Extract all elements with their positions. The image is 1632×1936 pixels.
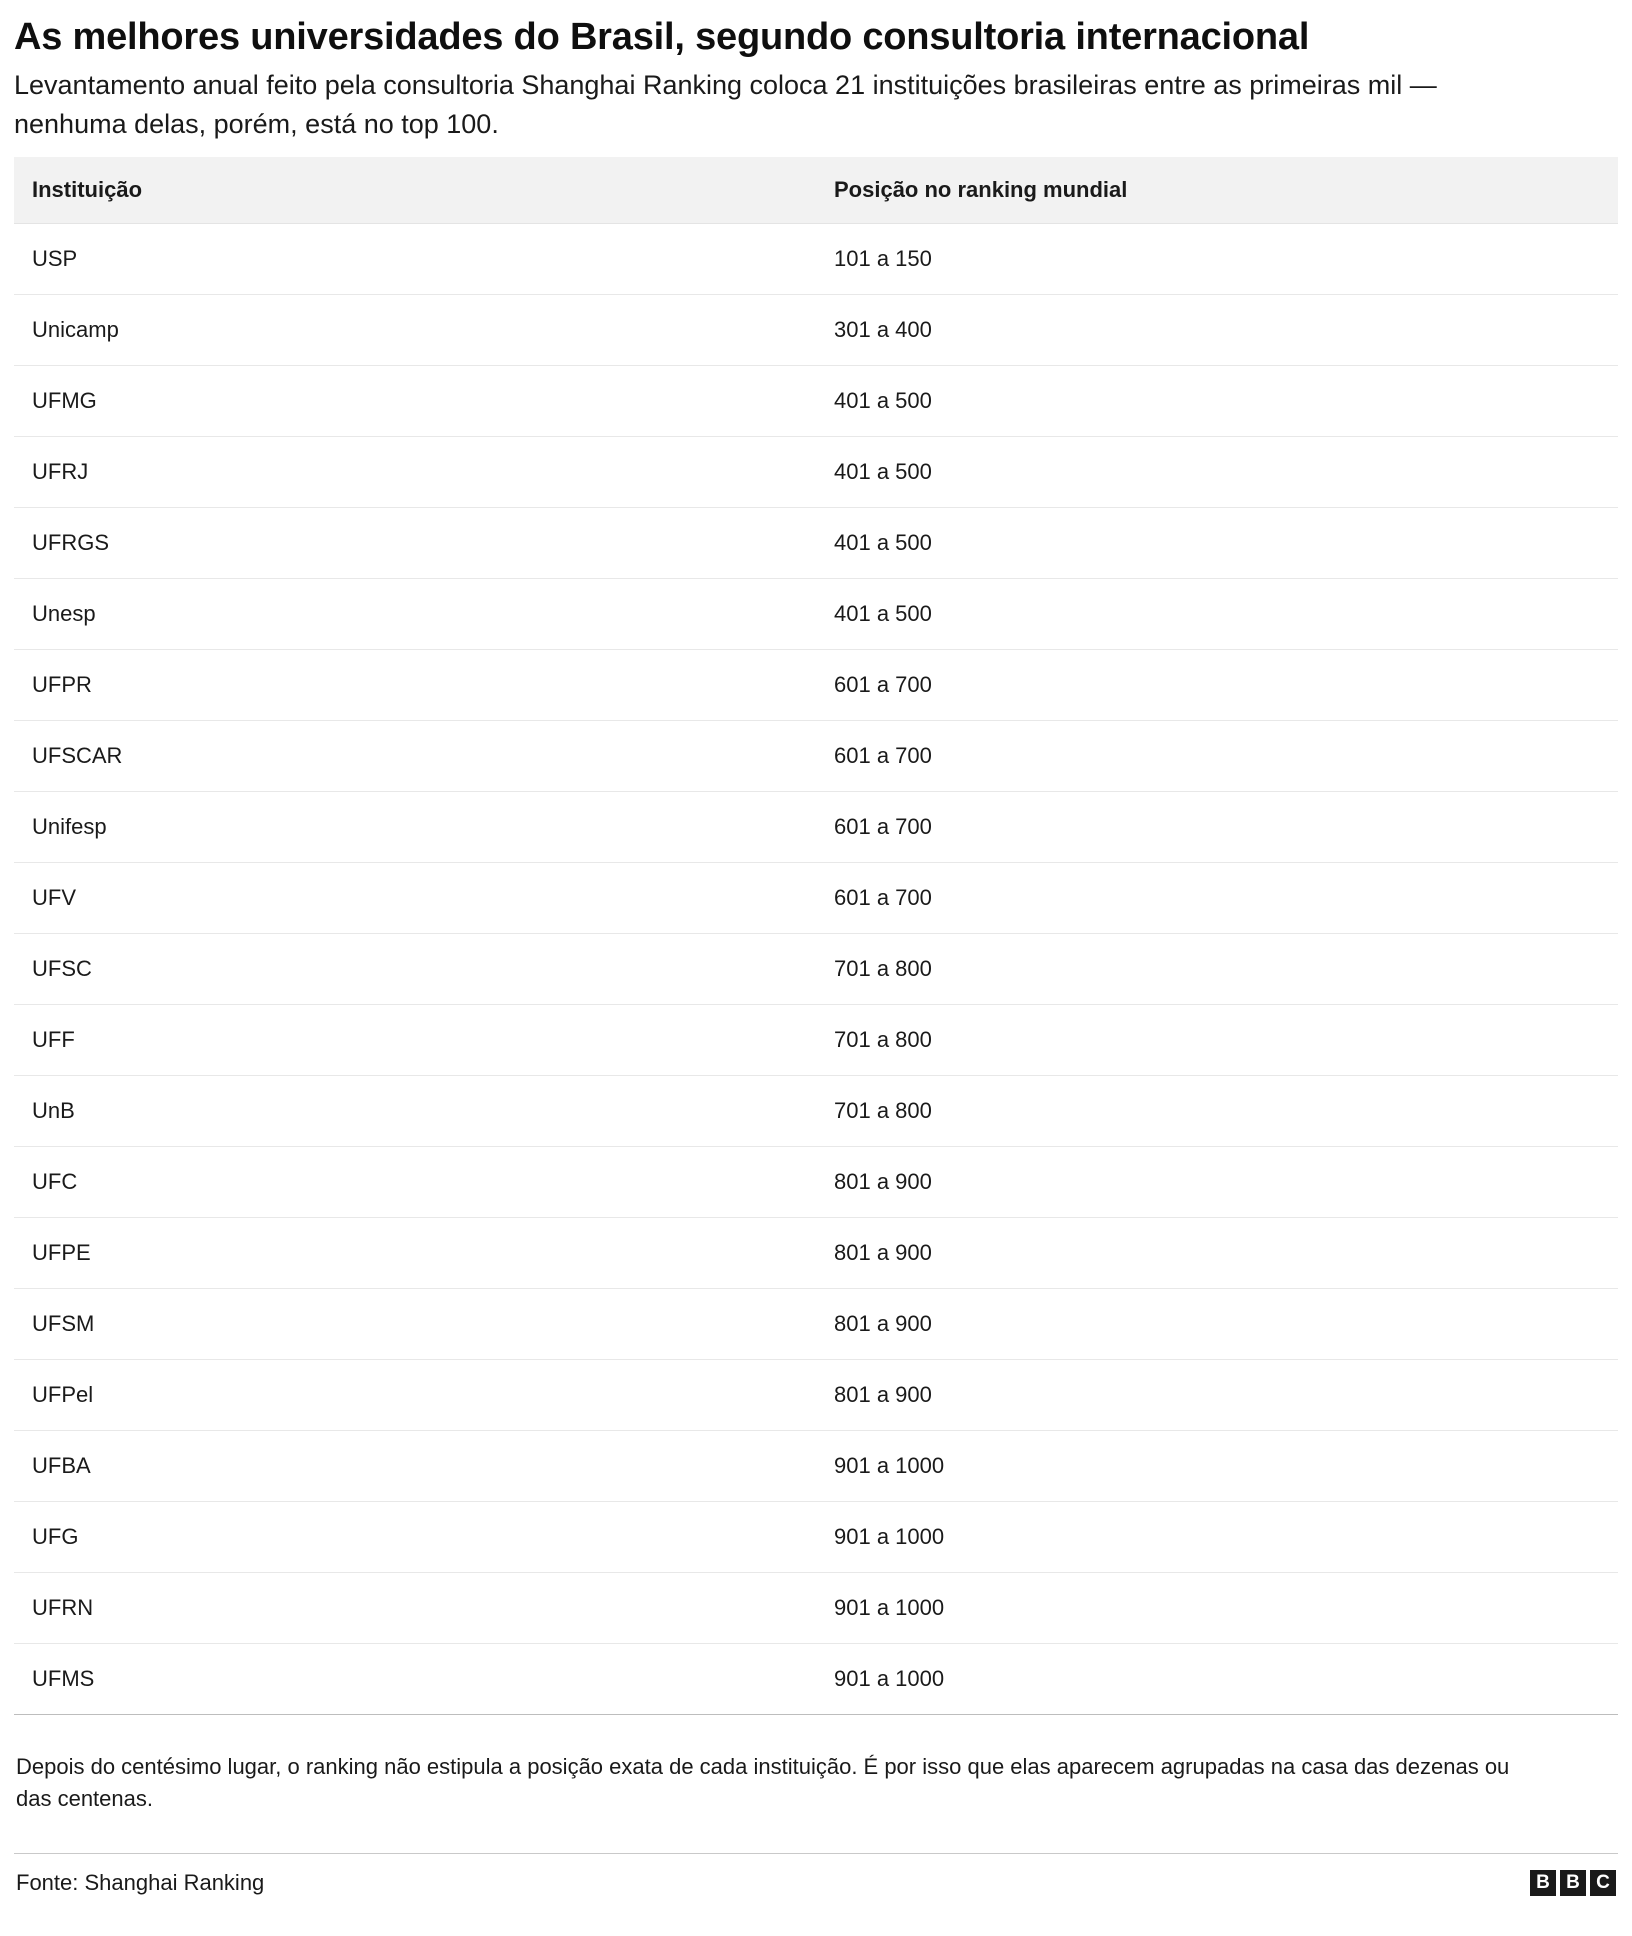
cell-position: 901 a 1000 [816, 1644, 1618, 1715]
table-row [14, 1502, 1618, 1573]
table-row [14, 1076, 1618, 1147]
column-header-institution: Instituição [14, 157, 816, 224]
cell-position: 701 a 800 [816, 934, 1618, 1005]
cell-position: 401 a 500 [816, 366, 1618, 437]
table-row [14, 1573, 1618, 1644]
cell-position: 801 a 900 [816, 1360, 1618, 1431]
cell-institution: Unicamp [14, 295, 816, 366]
cell-institution: UFG [14, 1502, 816, 1573]
table-row [14, 295, 1618, 366]
cell-position: 701 a 800 [816, 1005, 1618, 1076]
table-row [14, 1644, 1618, 1715]
table-row [14, 1218, 1618, 1289]
bbc-logo [1530, 1870, 1616, 1896]
table-row [14, 863, 1618, 934]
cell-institution: Unesp [14, 579, 816, 650]
table-header-row [14, 157, 1618, 224]
cell-position: 901 a 1000 [816, 1573, 1618, 1644]
cell-position: 101 a 150 [816, 224, 1618, 295]
table-row [14, 1431, 1618, 1502]
table-row [14, 934, 1618, 1005]
page-title: As melhores universidades do Brasil, segundo consultoria internacional [14, 16, 1310, 58]
table-row [14, 366, 1618, 437]
cell-position: 301 a 400 [816, 295, 1618, 366]
cell-institution: UFPE [14, 1218, 816, 1289]
table-row [14, 650, 1618, 721]
cell-position: 401 a 500 [816, 437, 1618, 508]
cell-position: 901 a 1000 [816, 1431, 1618, 1502]
table-row [14, 437, 1618, 508]
cell-position: 801 a 900 [816, 1218, 1618, 1289]
cell-institution: UFMG [14, 366, 816, 437]
cell-institution: USP [14, 224, 816, 295]
cell-position: 701 a 800 [816, 1076, 1618, 1147]
cell-position: 601 a 700 [816, 650, 1618, 721]
cell-position: 901 a 1000 [816, 1502, 1618, 1573]
source-label: Fonte: Shanghai Ranking [16, 1869, 265, 1895]
cell-institution: Unifesp [14, 792, 816, 863]
table-row [14, 224, 1618, 295]
cell-position: 401 a 500 [816, 579, 1618, 650]
logo-letter-b1: B [1530, 1870, 1556, 1896]
cell-institution: UnB [14, 1076, 816, 1147]
cell-institution: UFPR [14, 650, 816, 721]
cell-position: 801 a 900 [816, 1289, 1618, 1360]
table-row [14, 792, 1618, 863]
table-row [14, 579, 1618, 650]
cell-institution: UFMS [14, 1644, 816, 1715]
table-row [14, 1005, 1618, 1076]
cell-position: 601 a 700 [816, 721, 1618, 792]
cell-institution: UFSC [14, 934, 816, 1005]
table-footnote: Depois do centésimo lugar, o ranking não estipula a posição exata de cada instituição. É por isso que elas aparecem agrupadas na casa das dezenas ou das centenas. [16, 1754, 1510, 1811]
cell-institution: UFV [14, 863, 816, 934]
ranking-table [14, 157, 1618, 1715]
column-header-position: Posição no ranking mundial [816, 157, 1618, 224]
cell-position: 401 a 500 [816, 508, 1618, 579]
table-row [14, 1289, 1618, 1360]
cell-position: 601 a 700 [816, 792, 1618, 863]
cell-institution: UFRGS [14, 508, 816, 579]
source-bar [14, 1853, 1618, 1906]
page-subtitle: Levantamento anual feito pela consultoria Shanghai Ranking coloca 21 instituições brasileiras entre as primeiras mil — nenhuma delas, porém, está no top 100. [14, 70, 1437, 139]
logo-letter-c: C [1590, 1870, 1616, 1896]
cell-institution: UFRJ [14, 437, 816, 508]
cell-institution: UFF [14, 1005, 816, 1076]
cell-position: 801 a 900 [816, 1147, 1618, 1218]
cell-institution: UFSCAR [14, 721, 816, 792]
cell-institution: UFC [14, 1147, 816, 1218]
cell-institution: UFRN [14, 1573, 816, 1644]
cell-institution: UFBA [14, 1431, 816, 1502]
table-header [14, 157, 1618, 224]
table-row [14, 1147, 1618, 1218]
cell-institution: UFSM [14, 1289, 816, 1360]
table-body [14, 224, 1618, 1715]
table-row [14, 1360, 1618, 1431]
table-row [14, 508, 1618, 579]
table-row [14, 721, 1618, 792]
cell-institution: UFPel [14, 1360, 816, 1431]
cell-position: 601 a 700 [816, 863, 1618, 934]
logo-letter-b2: B [1560, 1870, 1586, 1896]
